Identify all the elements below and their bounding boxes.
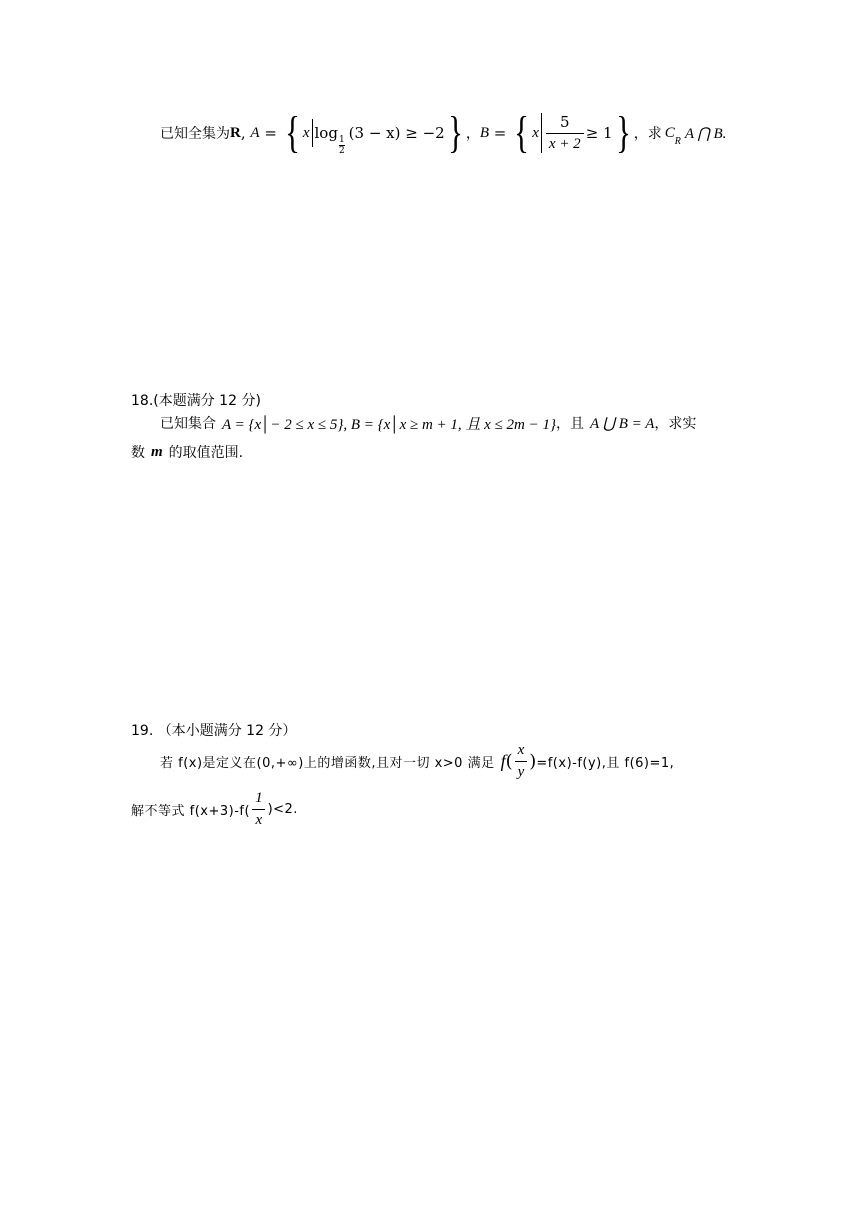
problem-18-sets: A = {x│− 2 ≤ x ≤ 5}, B = {x│x ≥ m + 1, 且 x ≤ 2m − 1} — [222, 416, 557, 433]
log-argument: (3 − x) ≥ −2 — [348, 124, 445, 142]
problem-19-line2-prefix: 解不等式 f(x+3)-f( — [131, 803, 251, 819]
comma: ， — [465, 126, 480, 142]
problem-19-fraction-2 — [252, 790, 266, 829]
log-base-numerator: 1 — [338, 134, 345, 145]
right-brace-icon: } — [447, 108, 463, 157]
set-a-variable: x — [302, 124, 310, 141]
problem-19-line-1: 若 f(x)是定义在(0,+∞)上的增函数,且对一切 x>0 满足 f ( $\frac{x}{y}$ ) =f(x)-f(y),且 f(6)=1, — [160, 741, 675, 780]
problem-18-prefix: 已知集合 — [160, 416, 216, 432]
problem-19-heading-text: 19. （本小题满分 12 分） — [131, 723, 297, 739]
set-b-inequality: ≥ 1 — [585, 124, 613, 142]
equals-sign: = — [264, 124, 277, 142]
problem-19-line1-suffix: =f(x)-f(y),且 f(6)=1, — [536, 755, 675, 771]
problem-18-line2-suffix: 的取值范围. — [168, 445, 244, 461]
problem-18-suffix: ，求实 — [654, 416, 697, 432]
problem-19-frac2-den: x — [252, 809, 265, 829]
problem-18-union: A ⋃ B = A — [590, 415, 655, 432]
set-b-fraction — [546, 113, 584, 153]
log-base-fraction — [339, 135, 345, 156]
right-brace-b-icon: } — [615, 108, 631, 157]
problem-18-line2-prefix: 数 — [131, 445, 145, 461]
problem-19-frac-den: y — [515, 761, 528, 781]
set-builder-bar — [312, 119, 313, 147]
set-a-label: A — [250, 124, 260, 141]
problem-19-frac2-num: 1 — [255, 789, 263, 806]
problem-17-intro: 已知全集为 — [160, 126, 230, 142]
set-builder-bar-b — [541, 113, 542, 153]
problem-19-heading — [131, 720, 296, 740]
set-b-label: B — [479, 124, 489, 141]
problem-19-line2-suffix: )<2. — [267, 801, 298, 817]
log-base-denominator: 2 — [338, 145, 345, 156]
problem-19-line-2 — [131, 788, 298, 830]
problem-19-frac-num: x — [517, 741, 525, 758]
set-b-denominator: x + 2 — [546, 133, 584, 153]
ask-text: ，求 — [633, 126, 662, 142]
problem-18-line-1 — [160, 411, 696, 435]
problem-19-line1-prefix: 若 f(x)是定义在(0,+∞)上的增函数,且对一切 x>0 满足 — [160, 755, 495, 771]
left-brace-b-icon: { — [514, 108, 530, 157]
complement-subscript: R — [674, 135, 681, 147]
real-set-symbol: R — [230, 124, 241, 141]
problem-18-m: m — [151, 443, 163, 460]
problem-18-heading — [131, 390, 261, 410]
problem-17-answer-expr: A ⋂ B. — [684, 125, 727, 142]
log-word: log — [314, 124, 338, 142]
problem-18-mid: ，且 — [556, 416, 585, 432]
complement-symbol: C — [664, 124, 675, 141]
problem-18-heading-text: 18.(本题满分 12 分) — [131, 393, 261, 409]
problem-17-statement: 已知全集为 R , A = { x log $\frac{1}{2}$ (3 − x) ≥ −2 } ， B = { x $\frac{5}{x + 2}$ ≥ 1 } ，求 C R A ⋂ B. — [160, 108, 727, 157]
problem-19-f: f — [500, 750, 506, 771]
set-b-numerator: 5 — [560, 113, 570, 131]
problem-18-line-2 — [131, 441, 243, 463]
problem-19-fraction — [515, 742, 528, 781]
left-brace-icon: { — [284, 108, 300, 157]
set-b-variable: x — [532, 124, 539, 141]
